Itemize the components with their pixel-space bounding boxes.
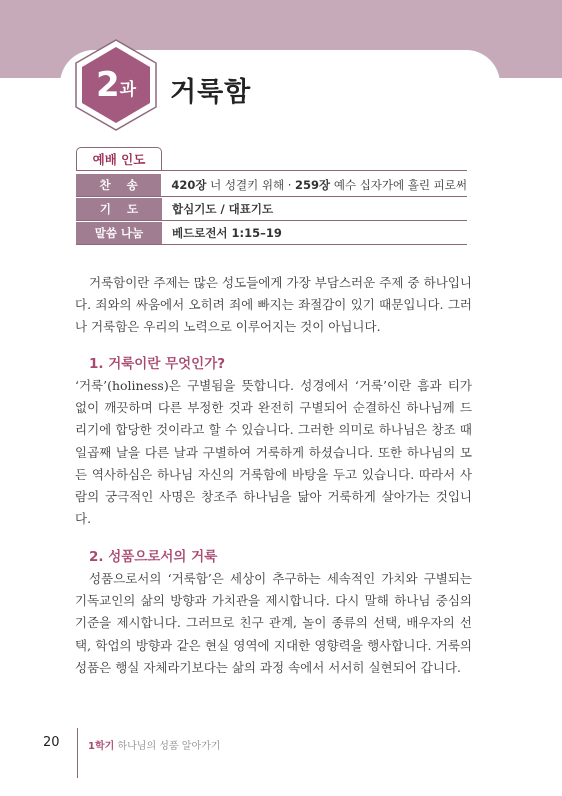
section-body: 성품으로서의 ‘거룩함’은 세상이 추구하는 세속적인 가치와 구별되는 기독교인의 삶의 방향과 가치관을 제시합니다. 다시 말해 하나님 중심의 기준을 제시합니다. 그러므로 친구 관계, 놀이 종류의 선택, 배우자의 선택, 학업의 방향과 같은 현실 영역에 지대한 영향력을 행사합니다. 거룩의 성품은 행실 자체라기보다는 삶의 과정 속에서 서서히 실현되어 갑니다. [75, 571, 472, 675]
info-row-hymn [76, 174, 467, 196]
lesson-badge [72, 38, 160, 132]
footer-term: 1학기 [88, 741, 115, 752]
info-row-prayer [76, 198, 467, 220]
info-key: 기 도 [76, 198, 162, 220]
info-value: 420장 너 성결키 위해 · 259장 예수 십자가에 흘린 피로써 [171, 178, 467, 192]
divider [76, 170, 467, 171]
lesson-suffix: 과 [119, 79, 137, 100]
lesson-number: 2 [95, 65, 119, 105]
info-value: 합심기도 / 대표기도 [172, 202, 274, 216]
worship-guide-table [76, 174, 467, 246]
section-title: 2. 성품으로서의 거룩 [89, 549, 218, 565]
info-key: 말씀 나눔 [76, 222, 162, 244]
info-row-scripture [76, 222, 467, 244]
footer-divider [77, 728, 78, 778]
info-key: 찬 송 [76, 174, 161, 196]
footer-running-title [88, 737, 220, 752]
page-number: 20 [43, 735, 60, 750]
intro-paragraph: 거룩함이란 주제는 많은 성도들에게 가장 부담스러운 주제 중 하나입니다. 죄와의 싸움에서 오히려 죄에 빠지는 좌절감이 있기 때문입니다. 그러나 거룩함은 우리의 노력으로 이루어지는 것이 아닙니다. [75, 275, 472, 335]
lesson-title: 거룩함 [170, 77, 252, 108]
footer-book-title: 하나님의 성품 알아가기 [117, 741, 221, 752]
section-title: 1. 거룩이란 무엇인가? [89, 356, 226, 372]
section-body: ‘거룩’(holiness)은 구별됨을 뜻합니다. 성경에서 ‘거룩’이란 흠과 티가 없이 깨끗하며 다른 부정한 것과 완전히 구별되어 순결하신 하나님께 드리기에 합당한 것이라고 할 수 있습니다. 그러한 의미로 하나님은 창조 때 일곱째 날을 다른 날과 구별하여 거룩하게 하셨습니다. 또한 하나님의 모든 역사하심은 하나님 자신의 거룩함에 바탕을 두고 있습니다. 따라서 사람의 궁극적인 사명은 창조주 하나님을 닮아 거룩하게 살아가는 것입니다. [75, 378, 472, 527]
worship-guide-label: 예배 인도 [76, 147, 162, 171]
info-value: 베드로전서 1:15–19 [172, 226, 282, 240]
